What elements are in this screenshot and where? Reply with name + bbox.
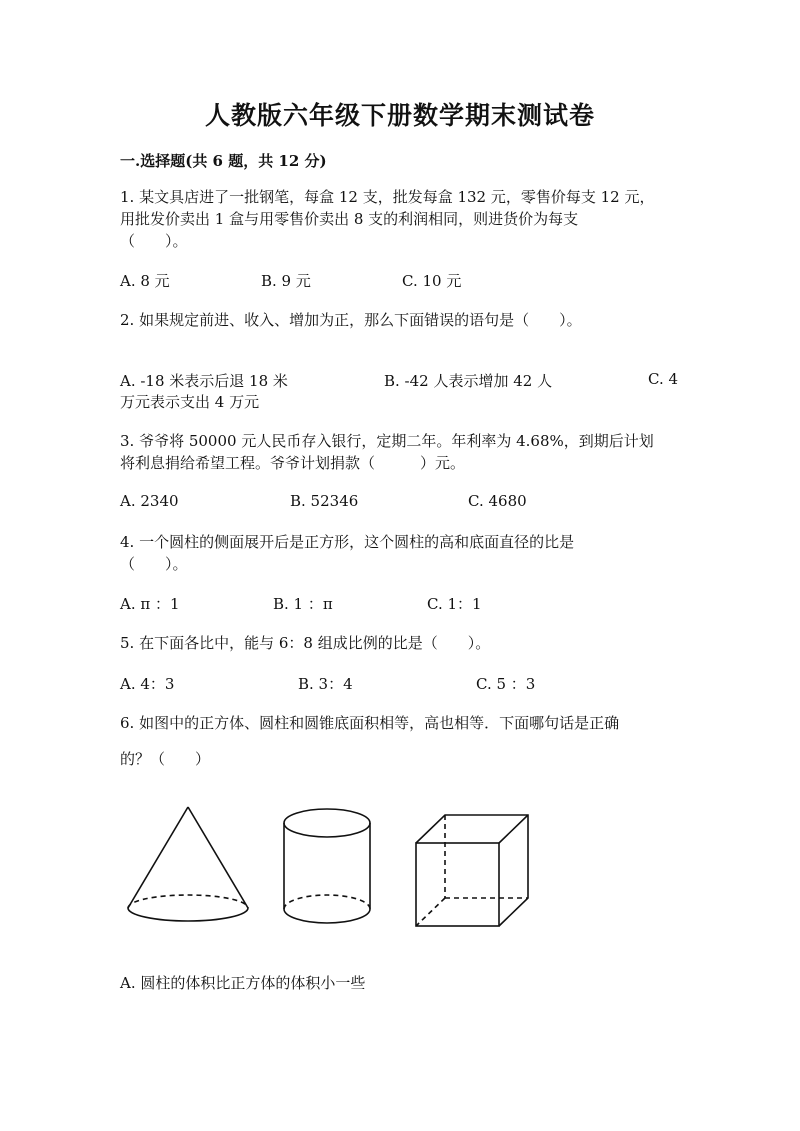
question-2-line-1: 2. 如果规定前进、收入、增加为正，那么下面错误的语句是（ ）。 [120, 311, 582, 329]
question-6-line-1: 6. 如图中的正方体、圆柱和圆锥底面积相等，高也相等．下面哪句话是正确 [120, 714, 620, 732]
question-1-line-3: （ ）。 [120, 232, 188, 250]
question-5-option-b: B. 3：4 [298, 675, 353, 693]
question-1-option-b: B. 9 元 [261, 272, 311, 290]
question-6-line-2: 的？（ ） [120, 750, 211, 768]
question-4-option-b: B. 1 ：π [273, 595, 333, 613]
question-1-option-a: A. 8 元 [120, 272, 170, 290]
question-4-line-2: （ ）。 [120, 555, 188, 573]
question-3-option-a: A. 2340 [120, 492, 179, 510]
section-heading: 一.选择题(共 6 题，共 12 分) [120, 152, 327, 170]
question-2-option-b: B. -42 人表示增加 42 人 [384, 372, 553, 390]
cylinder-figure [284, 809, 370, 923]
question-4-line-1: 4. 一个圆柱的侧面展开后是正方形，这个圆柱的高和底面直径的比是 [120, 533, 575, 551]
question-4-option-a: A. π ：1 [120, 595, 180, 613]
question-1-line-1: 1. 某文具店进了一批钢笔，每盒 12 支，批发每盒 132 元，零售价每支 12 元， [120, 188, 655, 206]
question-3-option-c: C. 4680 [468, 492, 527, 510]
question-3-line-2: 将利息捐给希望工程。爷爷计划捐款（ ）元。 [120, 454, 466, 472]
solids-figure [110, 795, 550, 935]
question-5-option-a: A. 4：3 [120, 675, 175, 693]
question-3-option-b: B. 52346 [290, 492, 359, 510]
question-4-option-c: C. 1：1 [427, 595, 482, 613]
question-3-line-1: 3. 爷爷将 50000 元人民币存入银行，定期二年。年利率为 4.68%，到期后计划 [120, 432, 654, 450]
question-5-option-c: C. 5 ：3 [476, 675, 536, 693]
question-6-option-a: A. 圆柱的体积比正方体的体积小一些 [120, 974, 366, 992]
question-1-line-2: 用批发价卖出 1 盒与用零售价卖出 8 支的利润相同，则进货价为每支 [120, 210, 579, 228]
cone-figure [128, 807, 248, 921]
page-title: 人教版六年级下册数学期末测试卷 [204, 101, 595, 130]
question-2-option-c-continued: 万元表示支出 4 万元 [120, 393, 260, 411]
question-1-option-c: C. 10 元 [402, 272, 462, 290]
question-2-option-c: C. 4 [648, 370, 679, 388]
cube-figure [416, 815, 528, 926]
question-5-line-1: 5. 在下面各比中，能与 6：8 组成比例的比是（ ）。 [120, 634, 491, 652]
question-2-option-a: A. -18 米表示后退 18 米 [120, 372, 288, 390]
